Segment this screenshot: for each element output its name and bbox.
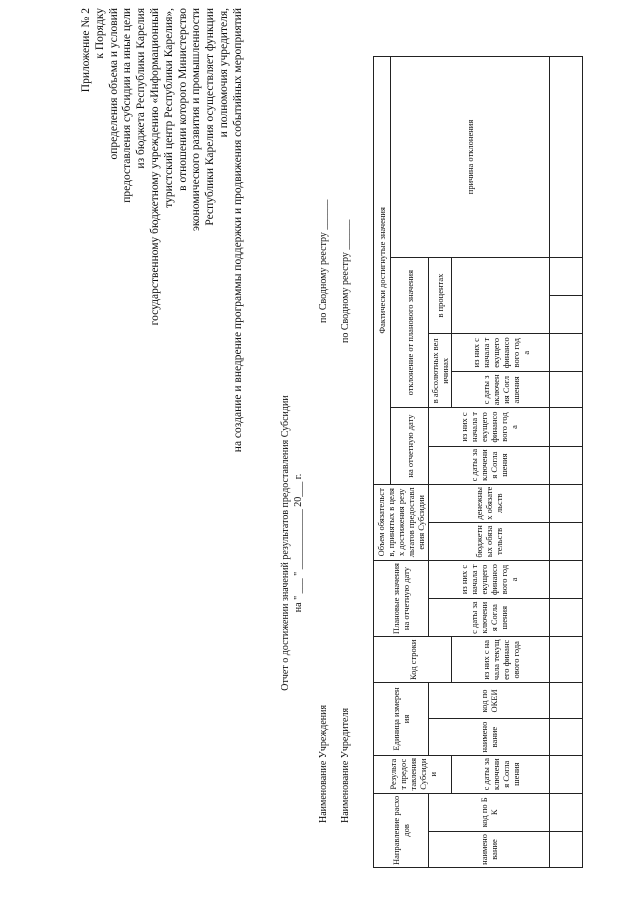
header-pct-since-agreement: с даты заключения Соглашения <box>452 372 550 408</box>
table-cell <box>550 57 583 258</box>
header-abs-current-year: из них с начала текущего финансового года <box>452 637 550 683</box>
header-obligations: Объем обязательств, принятых в целях достижения результатов предоставления Субсидии <box>374 484 429 560</box>
header-name: наименование <box>429 831 550 867</box>
registry-label: по Сводному реестру ______ <box>340 219 351 343</box>
header-reporting-date: на отчетную дату <box>391 408 429 484</box>
header-pct-current-year: из них с начала текущего финансового года <box>452 334 550 372</box>
header-planned-since-agreement: с даты заключения Соглашения <box>429 599 550 637</box>
header-line-code: Код строки <box>374 637 452 683</box>
header-money-obligations: денежных обязательств <box>429 484 550 522</box>
table-cell <box>550 408 583 446</box>
header-absolute: в абсолютных величинах <box>429 334 452 408</box>
table-cell <box>550 296 583 334</box>
report-title <box>280 353 305 733</box>
appendix-line: на создание и внедрение программы поддержки и продвижения событийных мероприятий <box>231 8 244 453</box>
table-cell <box>550 719 583 755</box>
table-cell <box>550 755 583 793</box>
header-percent: в процентах <box>429 257 452 333</box>
founder-label: Наименование Учредителя <box>340 707 351 823</box>
table-cell <box>550 257 583 295</box>
header-planned-current-year: из них с начала текущего финансового года <box>429 560 550 598</box>
appendix-line: к Порядку <box>93 8 106 59</box>
header-direction: Направление расходов <box>374 793 429 867</box>
table-cell <box>550 372 583 408</box>
header-unit: Единица измерения <box>374 683 429 755</box>
header-deviation: отклонение от планового значения <box>391 257 429 408</box>
header-actual-since-agreement: с даты заключения Соглашения <box>429 446 550 484</box>
appendix-line: экономического развития и промышленности <box>190 8 203 232</box>
table-cell <box>550 484 583 522</box>
header-planned: Плановые значения на отчетную дату <box>374 560 429 636</box>
appendix-line: в отношении которого Министерство <box>176 8 189 191</box>
table-cell <box>550 560 583 598</box>
appendix-line: туристский центр Республики Карелия», <box>162 8 175 208</box>
appendix-header <box>80 8 246 453</box>
table-cell <box>550 793 583 831</box>
appendix-line: государственному бюджетному учреждению «Информационный <box>148 8 161 326</box>
appendix-line: и полномочия учредителя, <box>217 8 230 138</box>
table-cell <box>550 637 583 683</box>
header-bk-code: код по БК <box>429 793 550 831</box>
header-actual: Фактически достигнутые значения <box>374 57 391 485</box>
appendix-line: Республики Карелия осуществляет функции <box>204 8 217 226</box>
table-cell <box>550 831 583 867</box>
appendix-line: Приложение № 2 <box>80 8 92 93</box>
appendix-line: из бюджета Республики Карелия <box>135 8 148 169</box>
table-cell <box>550 599 583 637</box>
table-cell <box>550 446 583 484</box>
report-date-line: на " ___ " ____________ 20___ г. <box>292 473 304 613</box>
report-title-text: Отчет о достижении значений результатов предоставления Субсидии <box>280 395 291 691</box>
registry-label: по Сводному реестру ______ <box>318 199 329 323</box>
report-table <box>373 56 583 868</box>
header-unit-name: наименование <box>429 719 550 755</box>
header-result: Результат предоставления Субсидии <box>374 755 452 793</box>
institution-label: Наименование Учреждения <box>318 704 329 823</box>
appendix-line: предоставления субсидии на иные цели <box>121 8 134 203</box>
table-cell <box>550 683 583 719</box>
table-cell <box>550 522 583 560</box>
table-cell <box>550 334 583 372</box>
appendix-line: определения объема и условий <box>107 8 120 160</box>
header-abs-since-agreement: с даты заключения Соглашения <box>452 755 550 793</box>
header-actual-current-year: из них с начала текущего финансового года <box>429 408 550 446</box>
header-budget-obligations: бюджетных обязательств <box>429 522 550 560</box>
header-okei-code: код по ОКЕИ <box>429 683 550 719</box>
header-reason: причина отклонения <box>391 57 550 258</box>
